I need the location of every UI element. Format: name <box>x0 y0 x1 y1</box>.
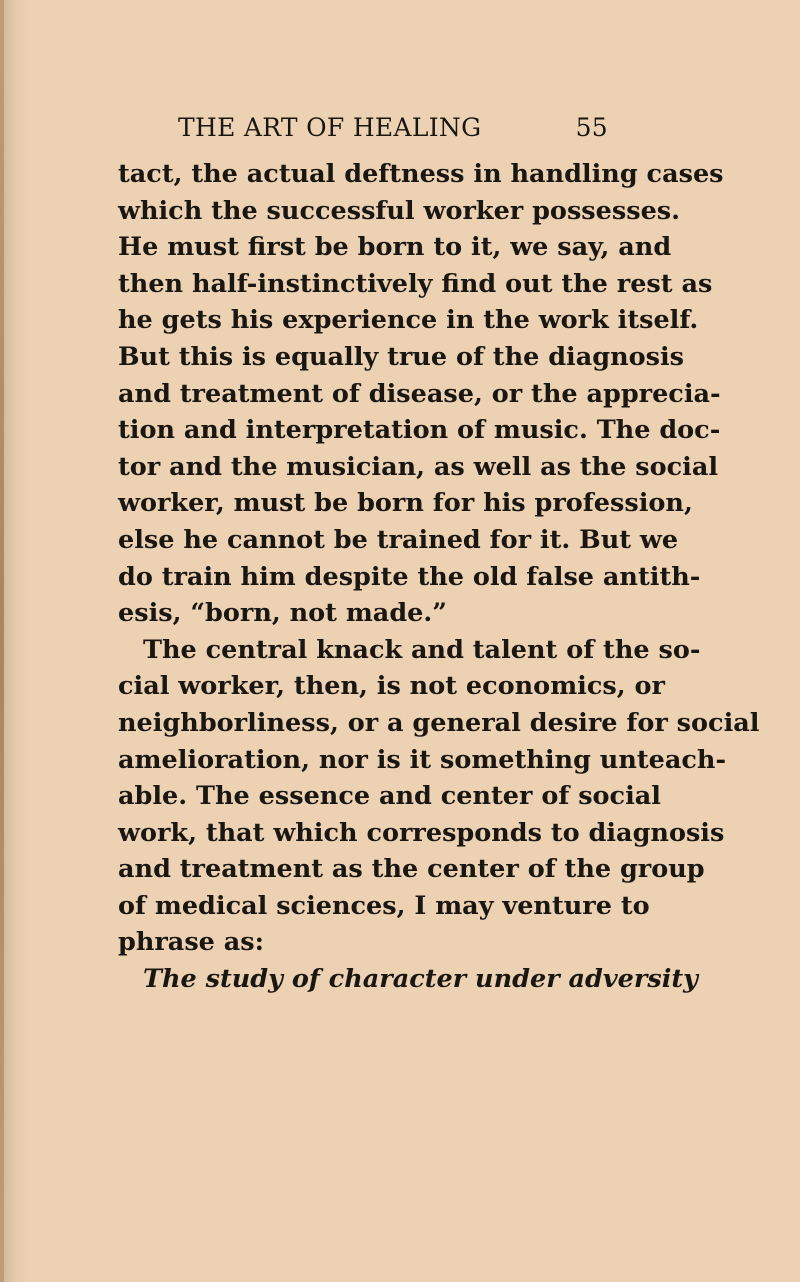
page-number: 55 <box>575 113 608 142</box>
body-text <box>118 156 760 998</box>
text-line: esis, “born, not made.” <box>118 598 447 629</box>
text-line: tion and interpretation of music. The doc- <box>118 415 721 446</box>
text-line: tor and the musician, as well as the social <box>118 451 719 482</box>
text-line: able. The essence and center of social <box>118 781 661 812</box>
text-line: cial worker, then, is not economics, or <box>118 671 665 702</box>
text-line: and treatment as the center of the group <box>118 854 705 885</box>
text-line: He must first be born to it, we say, and <box>118 232 672 263</box>
text-line: phrase as: <box>118 927 265 958</box>
text-line: worker, must be born for his profession, <box>118 488 693 519</box>
text-line: The central knack and talent of the so- <box>143 634 701 665</box>
text-line: and treatment of disease, or the apprecia- <box>118 378 721 409</box>
text-line: then half-instinctively find out the rest as <box>118 268 713 299</box>
text-line: else he cannot be trained for it. But we <box>118 524 679 555</box>
text-line: he gets his experience in the work itself. <box>118 305 699 336</box>
running-head: THE ART OF HEALING <box>178 113 482 142</box>
text-line: neighborliness, or a general desire for social <box>118 707 760 738</box>
text-line: work, that which corresponds to diagnosis <box>118 817 725 848</box>
page-header <box>178 113 608 149</box>
text-line: do train him despite the old false antith- <box>118 561 701 592</box>
text-line: amelioration, nor is it something unteach- <box>118 744 727 775</box>
text-line: But this is equally true of the diagnosis <box>118 341 685 372</box>
text-line: of medical sciences, I may venture to <box>118 890 650 921</box>
emphasized-phrase: The study of character under adversity <box>143 964 698 995</box>
text-line: which the successful worker possesses. <box>118 195 681 226</box>
page-binding-edge <box>0 0 4 1282</box>
text-line: tact, the actual deftness in handling cases <box>118 159 724 189</box>
